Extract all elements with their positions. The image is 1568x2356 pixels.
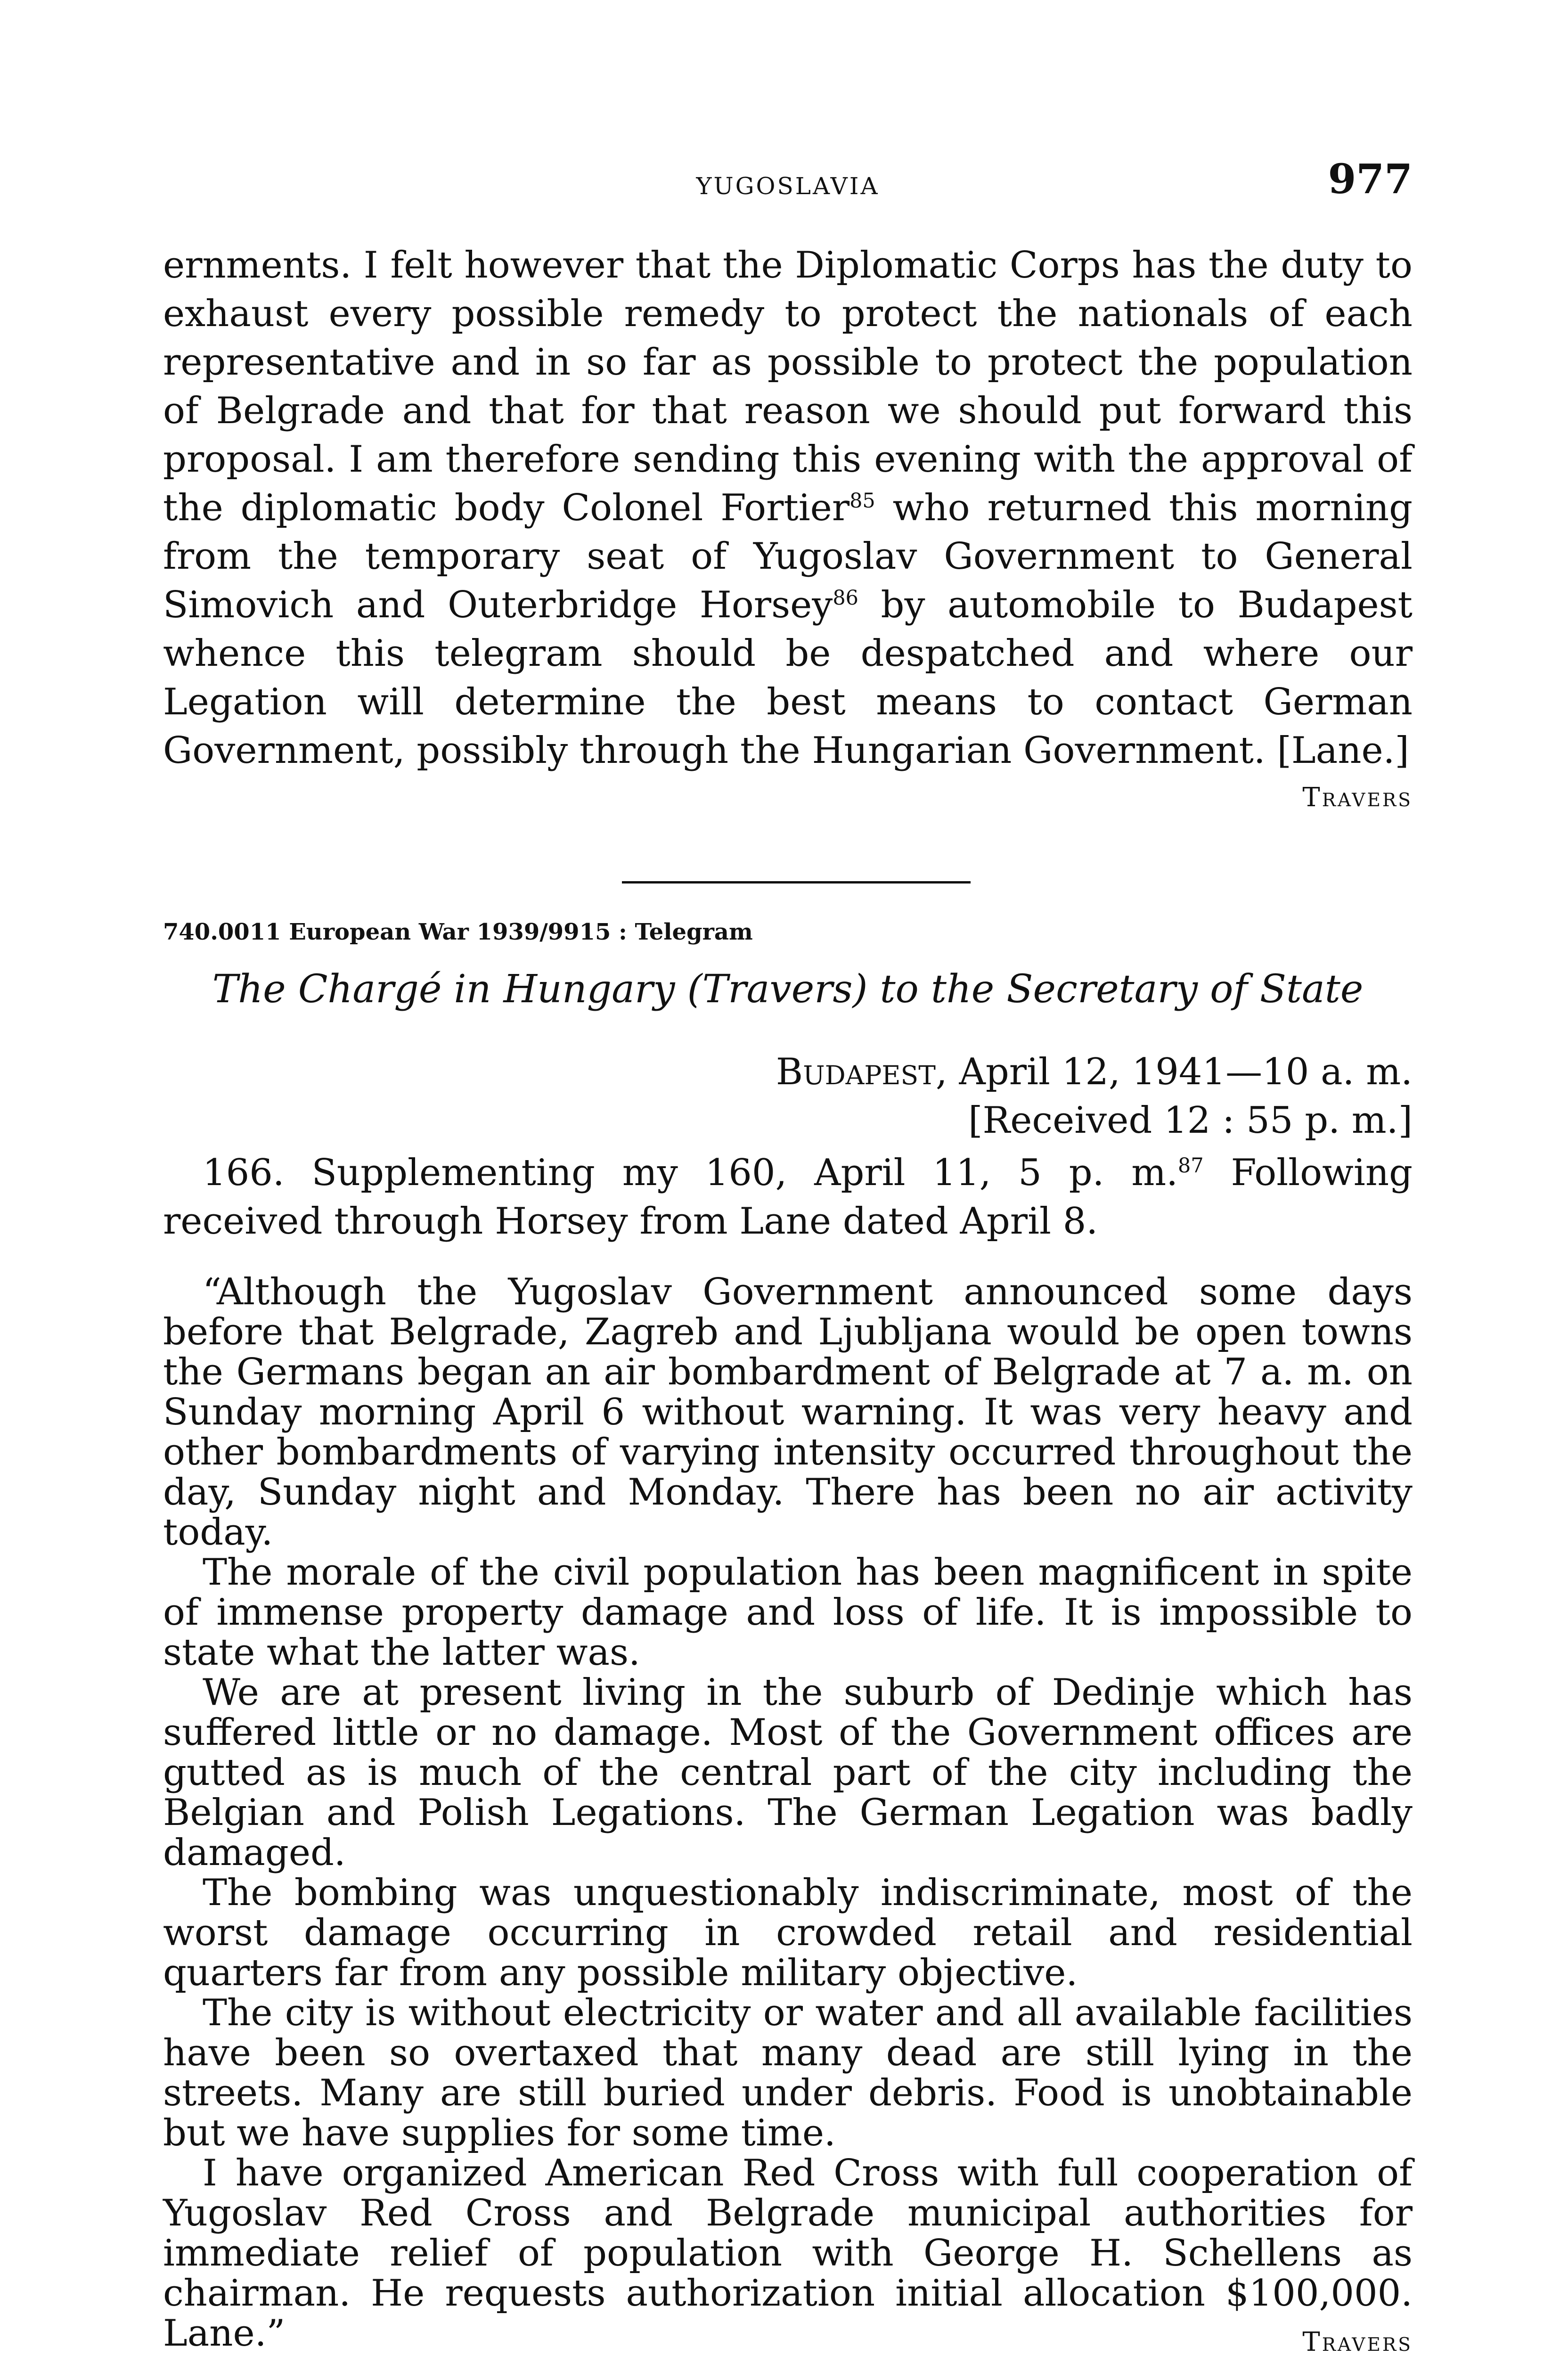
dateline: [163, 1051, 1413, 1093]
file-reference: 740.0011 European War 1939/9915 : Telegram: [163, 919, 753, 945]
intro-text-1: 166. Supplementing my 160, April 11, 5 p. m.: [203, 1152, 1178, 1194]
intro-text-2: Following received through Horsey from Lane dated April 8.: [163, 1152, 1413, 1243]
quoted-message: [163, 1272, 1413, 2354]
signature-travers-2: Travers: [1302, 2327, 1413, 2356]
running-title: YUGOSLAVIA: [696, 172, 880, 200]
quote-paragraph: We are at present living in the suburb of Dedinje which has suffered little or no damage. Most of the Government offices are gutted as is much of the central part of the city including the Belgian and Polish Legations. The German Legation was badly damaged.: [163, 1671, 1413, 1874]
quote-paragraph: The bombing was unquestionably indiscriminate, most of the worst damage occurring in crowded retail and residential quarters far from any possible military objective.: [163, 1872, 1413, 1994]
footnote-ref-87: 87: [1178, 1154, 1204, 1178]
document-heading: The Chargé in Hungary (Travers) to the Secretary of State: [212, 967, 1364, 1012]
signature-travers-1: Travers: [1302, 782, 1413, 813]
quote-paragraph: The morale of the civil population has been magnificent in spite of immense property damage and loss of life. It is impossible to state what the latter was.: [163, 1551, 1413, 1674]
section-divider: [622, 881, 971, 884]
page-number: 977: [1328, 155, 1413, 203]
footnote-ref-86: 86: [833, 586, 858, 610]
continuation-text-2: who returned this morning from the temporary seat of Yugoslav Government to General Simovich and Outerbridge Horsey: [163, 487, 1413, 626]
quote-paragraph: “Although the Yugoslav Government announced some days before that Belgrade, Zagreb and Ljubljana would be open towns the Germans began an air bombardment of Belgrade at 7 a. m. on Sunday morning April 6 without warning. It was very heavy and other bombardments of varying intensity occurred throughout the day, Sunday night and Monday. There has been no air activity today.: [163, 1271, 1413, 1554]
dateline-date: April 12, 1941—10 a. m.: [959, 1051, 1413, 1093]
quote-paragraph: I have organized American Red Cross with full cooperation of Yugoslav Red Cross and Belgrade municipal authorities for immediate relief of population with George H. Schellens as chairman. He requests authorization initial allocation $100,000. Lane.”: [163, 2152, 1413, 2355]
dateline-place: Budapest,: [776, 1051, 947, 1093]
quote-paragraph: The city is without electricity or water and all available facilities have been so overtaxed that many dead are still lying in the streets. Many are still buried under debris. Food is unobtainable but we have supplies for some time.: [163, 1992, 1413, 2154]
received-line: [Received 12 : 55 p. m.]: [968, 1099, 1413, 1142]
footnote-ref-85: 85: [849, 489, 875, 513]
continuation-paragraph: [163, 241, 1413, 775]
running-header: [163, 155, 1413, 212]
continuation-text-3: by automobile to Budapest whence this telegram should be despatched and where our Legation will determine the best means to contact German Government, possibly through the Hungarian Government. [Lane.]: [163, 584, 1413, 772]
telegram-intro: [163, 1149, 1413, 1246]
continuation-text-1: ernments. I felt however that the Diplomatic Corps has the duty to exhaust every possible remedy to protect the nationals of each representative and in so far as possible to protect the population of Belgrade and that for that reason we should put forward this proposal. I am therefore sending this evening with the approval of the diplomatic body Colonel Fortier: [163, 244, 1413, 529]
